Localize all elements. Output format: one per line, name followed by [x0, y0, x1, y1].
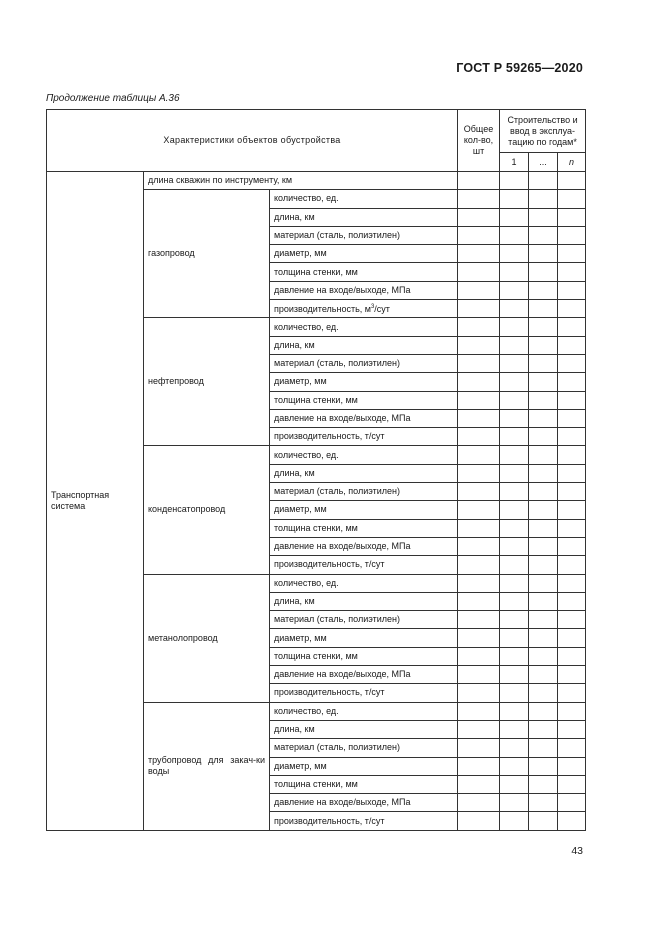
year-ellipsis-cell	[529, 464, 558, 482]
year-n-cell	[558, 812, 586, 830]
total-cell	[458, 739, 500, 757]
year-ellipsis-cell	[529, 556, 558, 574]
year-n-cell	[558, 428, 586, 446]
year-n-cell	[558, 483, 586, 501]
parameter-unit-tail: /сут	[374, 304, 390, 315]
year-ellipsis-cell	[529, 501, 558, 519]
year-1-cell	[500, 464, 529, 482]
year-n-cell	[558, 501, 586, 519]
header-construction: Строительство и ввод в эксплуа-тацию по годам*	[500, 110, 586, 153]
parameter-cell: производительность, т/сут	[270, 428, 458, 446]
year-1-cell	[500, 556, 529, 574]
total-cell	[458, 629, 500, 647]
parameter-cell: количество, ед.	[270, 318, 458, 336]
total-cell	[458, 757, 500, 775]
year-ellipsis-cell	[529, 519, 558, 537]
year-1-cell	[500, 501, 529, 519]
year-ellipsis-cell	[529, 702, 558, 720]
total-cell	[458, 373, 500, 391]
total-cell	[458, 245, 500, 263]
year-1-cell	[500, 629, 529, 647]
parameter-cell: диаметр, мм	[270, 757, 458, 775]
year-1-cell	[500, 794, 529, 812]
total-cell	[458, 354, 500, 372]
parameter-cell: диаметр, мм	[270, 629, 458, 647]
parameter-cell: материал (сталь, полиэтилен)	[270, 483, 458, 501]
year-ellipsis-cell	[529, 318, 558, 336]
year-1-cell	[500, 391, 529, 409]
parameter-cell: диаметр, мм	[270, 245, 458, 263]
total-cell	[458, 666, 500, 684]
year-1-cell	[500, 483, 529, 501]
year-n-cell	[558, 519, 586, 537]
parameter-cell	[270, 300, 458, 318]
year-1-cell	[500, 775, 529, 793]
year-1-cell	[500, 702, 529, 720]
total-cell	[458, 208, 500, 226]
parameter-cell: производительность, т/сут	[270, 812, 458, 830]
group-name-cell: газопровод	[144, 190, 270, 318]
year-1-cell	[500, 446, 529, 464]
parameter-cell: давление на входе/выходе, МПа	[270, 281, 458, 299]
year-1-cell	[500, 263, 529, 281]
year-1-cell	[500, 720, 529, 738]
header-year-ellipsis: ...	[529, 153, 558, 172]
header-year-n: n	[558, 153, 586, 172]
parameter-cell: длина, км	[270, 592, 458, 610]
year-1-cell	[500, 226, 529, 244]
year-ellipsis-cell	[529, 446, 558, 464]
year-ellipsis-cell	[529, 592, 558, 610]
year-ellipsis-cell	[529, 757, 558, 775]
total-cell	[458, 702, 500, 720]
year-n-cell	[558, 409, 586, 427]
total-cell	[458, 537, 500, 555]
total-cell	[458, 720, 500, 738]
year-n-cell	[558, 556, 586, 574]
total-cell	[458, 428, 500, 446]
total-cell	[458, 226, 500, 244]
parameter-cell: давление на входе/выходе, МПа	[270, 666, 458, 684]
parameter-cell: количество, ед.	[270, 574, 458, 592]
year-1-cell	[500, 172, 529, 190]
year-ellipsis-cell	[529, 354, 558, 372]
year-n-cell	[558, 537, 586, 555]
parameter-cell: производительность, т/сут	[270, 556, 458, 574]
year-1-cell	[500, 592, 529, 610]
year-n-cell	[558, 775, 586, 793]
year-1-cell	[500, 812, 529, 830]
year-n-cell	[558, 757, 586, 775]
year-ellipsis-cell	[529, 775, 558, 793]
year-n-cell	[558, 629, 586, 647]
year-ellipsis-cell	[529, 208, 558, 226]
parameter-cell: толщина стенки, мм	[270, 775, 458, 793]
header-row	[47, 110, 586, 153]
total-cell	[458, 684, 500, 702]
parameter-cell: диаметр, мм	[270, 373, 458, 391]
table-row	[47, 172, 586, 190]
year-1-cell	[500, 537, 529, 555]
total-cell	[458, 190, 500, 208]
year-1-cell	[500, 684, 529, 702]
year-1-cell	[500, 281, 529, 299]
year-ellipsis-cell	[529, 245, 558, 263]
year-ellipsis-cell	[529, 373, 558, 391]
year-n-cell	[558, 336, 586, 354]
year-n-cell	[558, 226, 586, 244]
parameter-cell: толщина стенки, мм	[270, 263, 458, 281]
parameter-cell: материал (сталь, полиэтилен)	[270, 611, 458, 629]
header-total: Общее кол-во, шт	[458, 110, 500, 172]
superscript: 3	[370, 304, 375, 311]
document-code: ГОСТ Р 59265—2020	[456, 61, 583, 75]
year-n-cell	[558, 446, 586, 464]
year-n-cell	[558, 794, 586, 812]
parameter-cell: материал (сталь, полиэтилен)	[270, 739, 458, 757]
year-n-cell	[558, 739, 586, 757]
total-cell	[458, 501, 500, 519]
year-n-cell	[558, 300, 586, 318]
total-cell	[458, 483, 500, 501]
year-ellipsis-cell	[529, 794, 558, 812]
parameter-cell: материал (сталь, полиэтилен)	[270, 354, 458, 372]
parameter-cell: давление на входе/выходе, МПа	[270, 794, 458, 812]
year-1-cell	[500, 757, 529, 775]
year-1-cell	[500, 647, 529, 665]
total-cell	[458, 464, 500, 482]
total-cell	[458, 318, 500, 336]
year-ellipsis-cell	[529, 812, 558, 830]
year-n-cell	[558, 464, 586, 482]
year-n-cell	[558, 373, 586, 391]
year-ellipsis-cell	[529, 684, 558, 702]
year-n-cell	[558, 592, 586, 610]
year-1-cell	[500, 318, 529, 336]
year-n-cell	[558, 611, 586, 629]
group-name-cell: конденсатопровод	[144, 446, 270, 574]
header-characteristics: Характеристики объектов обустройства	[47, 110, 458, 172]
year-1-cell	[500, 190, 529, 208]
parameter-cell: длина, км	[270, 720, 458, 738]
table-caption: Продолжение таблицы А.36	[46, 93, 180, 104]
parameter-cell: давление на входе/выходе, МПа	[270, 409, 458, 427]
year-ellipsis-cell	[529, 226, 558, 244]
year-ellipsis-cell	[529, 336, 558, 354]
total-cell	[458, 812, 500, 830]
parameter-cell: количество, ед.	[270, 702, 458, 720]
page-number: 43	[571, 845, 583, 857]
parameter-cell: давление на входе/выходе, МПа	[270, 537, 458, 555]
year-ellipsis-cell	[529, 574, 558, 592]
year-1-cell	[500, 336, 529, 354]
year-ellipsis-cell	[529, 281, 558, 299]
year-ellipsis-cell	[529, 172, 558, 190]
year-n-cell	[558, 190, 586, 208]
year-n-cell	[558, 574, 586, 592]
parameter-cell: длина, км	[270, 336, 458, 354]
year-1-cell	[500, 245, 529, 263]
year-1-cell	[500, 373, 529, 391]
year-1-cell	[500, 739, 529, 757]
year-ellipsis-cell	[529, 666, 558, 684]
year-n-cell	[558, 281, 586, 299]
year-ellipsis-cell	[529, 629, 558, 647]
year-ellipsis-cell	[529, 720, 558, 738]
total-cell	[458, 647, 500, 665]
group-name-cell: нефтепровод	[144, 318, 270, 446]
total-cell	[458, 263, 500, 281]
total-cell	[458, 391, 500, 409]
parameter-cell: количество, ед.	[270, 190, 458, 208]
year-ellipsis-cell	[529, 263, 558, 281]
parameter-text: производительность, м	[274, 304, 371, 315]
year-n-cell	[558, 720, 586, 738]
parameter-cell: диаметр, мм	[270, 501, 458, 519]
year-n-cell	[558, 318, 586, 336]
year-n-cell	[558, 354, 586, 372]
total-cell	[458, 775, 500, 793]
year-n-cell	[558, 391, 586, 409]
parameter-cell: материал (сталь, полиэтилен)	[270, 226, 458, 244]
year-ellipsis-cell	[529, 409, 558, 427]
total-cell	[458, 446, 500, 464]
parameter-cell: длина, км	[270, 464, 458, 482]
year-1-cell	[500, 519, 529, 537]
year-n-cell	[558, 263, 586, 281]
year-ellipsis-cell	[529, 428, 558, 446]
year-1-cell	[500, 574, 529, 592]
year-1-cell	[500, 611, 529, 629]
total-cell	[458, 592, 500, 610]
year-ellipsis-cell	[529, 611, 558, 629]
year-ellipsis-cell	[529, 190, 558, 208]
parameter-cell: длина, км	[270, 208, 458, 226]
year-1-cell	[500, 300, 529, 318]
total-cell	[458, 281, 500, 299]
year-n-cell	[558, 172, 586, 190]
header-year-1: 1	[500, 153, 529, 172]
year-1-cell	[500, 409, 529, 427]
parameter-cell: толщина стенки, мм	[270, 647, 458, 665]
year-ellipsis-cell	[529, 647, 558, 665]
total-cell	[458, 611, 500, 629]
year-ellipsis-cell	[529, 537, 558, 555]
year-n-cell	[558, 666, 586, 684]
total-cell	[458, 574, 500, 592]
parameter-cell: количество, ед.	[270, 446, 458, 464]
year-1-cell	[500, 666, 529, 684]
year-1-cell	[500, 428, 529, 446]
year-n-cell	[558, 684, 586, 702]
total-cell	[458, 409, 500, 427]
parameter-cell: толщина стенки, мм	[270, 391, 458, 409]
parameter-cell: производительность, т/сут	[270, 684, 458, 702]
system-cell: Транспортная система	[47, 172, 144, 831]
group-name-cell: трубопровод для закач-ки воды	[144, 702, 270, 830]
total-cell	[458, 172, 500, 190]
year-ellipsis-cell	[529, 391, 558, 409]
total-cell	[458, 556, 500, 574]
year-n-cell	[558, 208, 586, 226]
year-n-cell	[558, 647, 586, 665]
year-ellipsis-cell	[529, 300, 558, 318]
wells-length-cell: длина скважин по инструменту, км	[144, 172, 458, 190]
total-cell	[458, 794, 500, 812]
total-cell	[458, 300, 500, 318]
total-cell	[458, 336, 500, 354]
parameter-cell: толщина стенки, мм	[270, 519, 458, 537]
year-ellipsis-cell	[529, 483, 558, 501]
year-ellipsis-cell	[529, 739, 558, 757]
year-1-cell	[500, 208, 529, 226]
year-n-cell	[558, 702, 586, 720]
group-name-cell: метанолопровод	[144, 574, 270, 702]
year-n-cell	[558, 245, 586, 263]
characteristics-table	[46, 109, 586, 831]
total-cell	[458, 519, 500, 537]
year-1-cell	[500, 354, 529, 372]
